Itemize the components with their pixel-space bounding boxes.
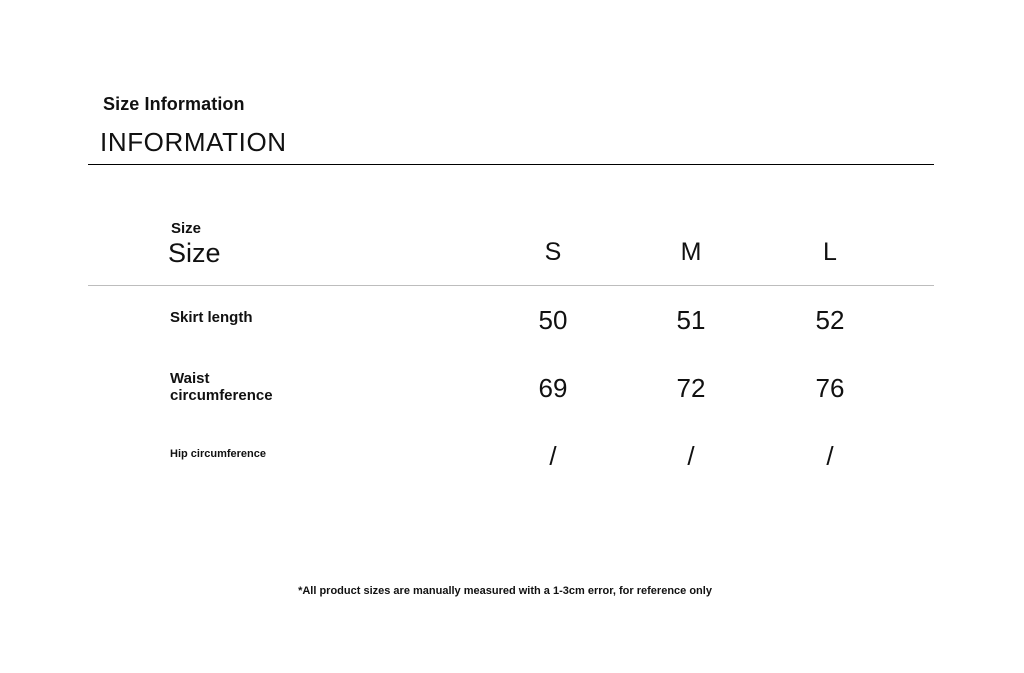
header-divider: [88, 285, 934, 286]
cell-skirt-length-l: 52: [815, 305, 845, 335]
column-header-m: M: [680, 238, 702, 266]
cell-waist-s: 69: [538, 373, 568, 403]
cell-skirt-length-s: 50: [538, 305, 568, 335]
column-header-l: L: [823, 238, 837, 266]
cell-hip-l: /: [826, 441, 834, 471]
cell-waist-l: 76: [815, 373, 845, 403]
measurement-footnote: *All product sizes are manually measured with a 1-3cm error, for reference only: [298, 585, 712, 597]
row-label-waist-line1: Waist: [170, 370, 210, 387]
row-label-waist-circumference: [170, 370, 273, 404]
title-divider: [88, 164, 934, 165]
cell-waist-m: 72: [676, 373, 706, 403]
row-label-hip-circumference: Hip circumference: [170, 448, 266, 460]
cell-hip-s: /: [549, 441, 557, 471]
section-title: Size Information: [103, 94, 245, 114]
row-label-skirt-length: Skirt length: [170, 309, 253, 326]
section-subtitle: INFORMATION: [100, 127, 287, 157]
cell-skirt-length-m: 51: [676, 305, 706, 335]
size-header-small: Size: [171, 220, 202, 237]
column-header-s: S: [544, 238, 562, 266]
row-label-waist-line2: circumference: [170, 387, 273, 404]
cell-hip-m: /: [687, 441, 695, 471]
size-header-large: Size: [168, 238, 221, 268]
